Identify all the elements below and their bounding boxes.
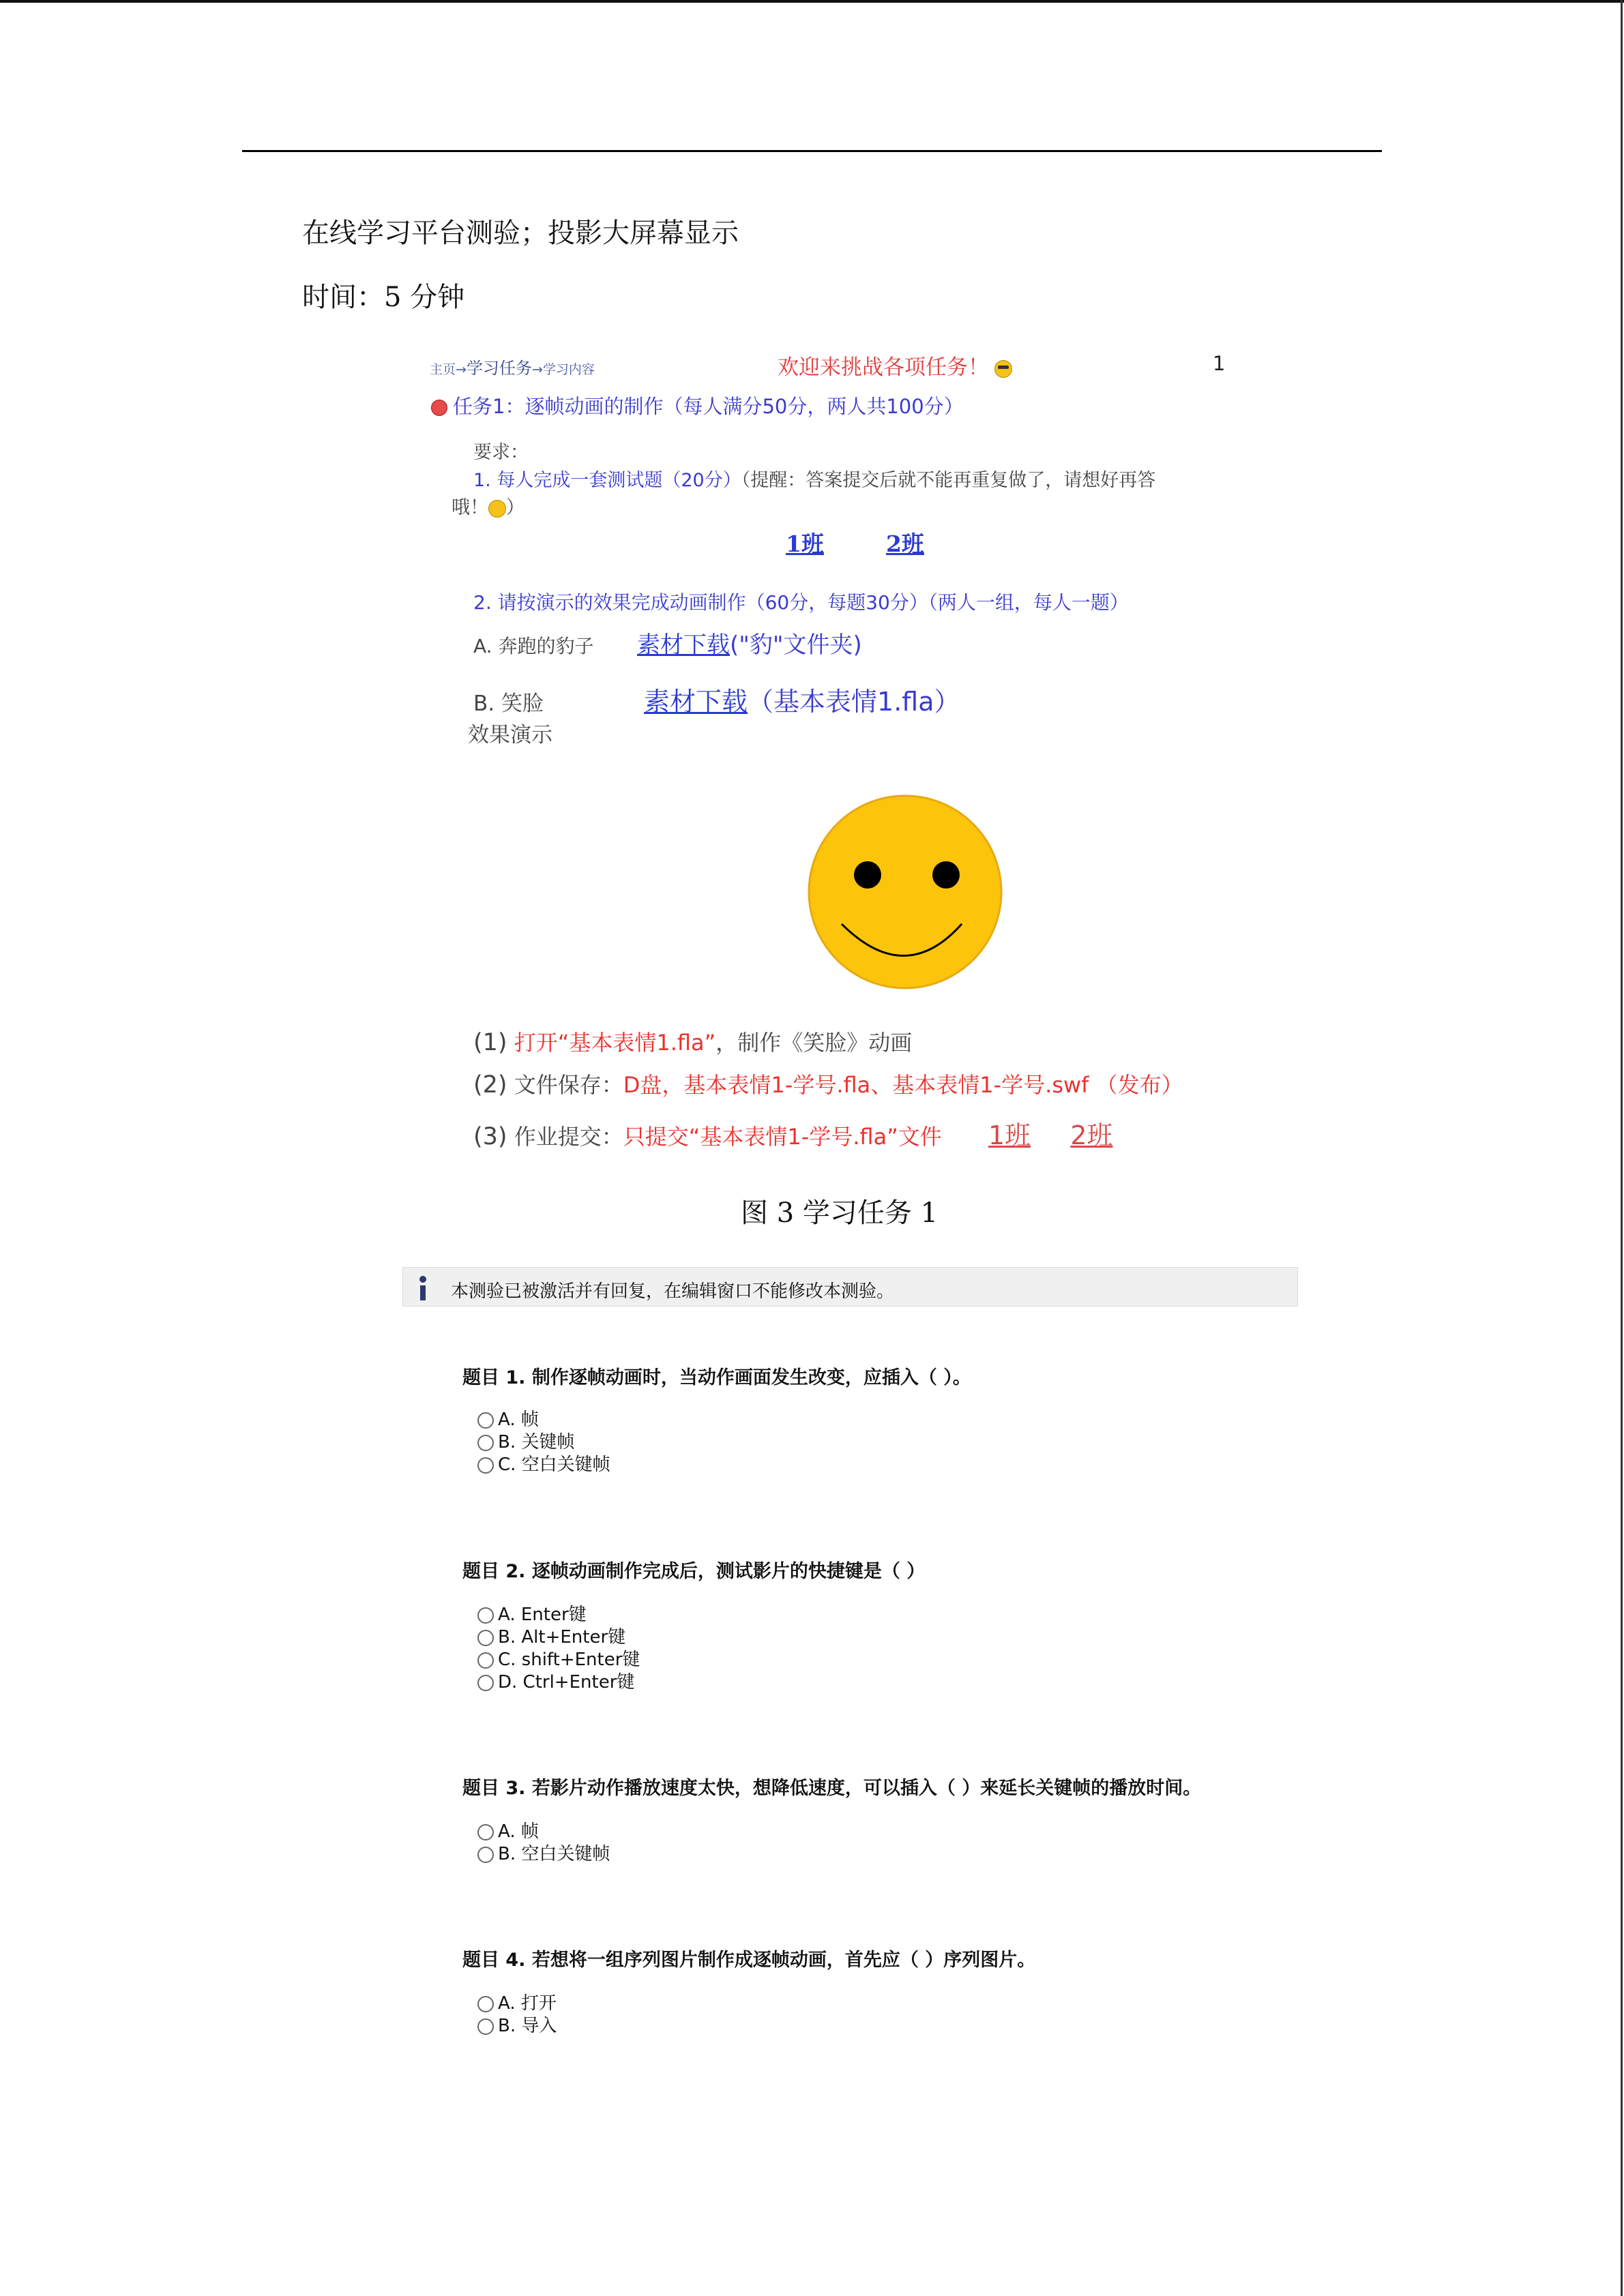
option-label: A. 打开 bbox=[498, 1993, 557, 2014]
option-label: C. shift+Enter键 bbox=[498, 1650, 640, 1670]
item-b-label: B. 笑脸 bbox=[473, 691, 544, 716]
option-label: A. 帧 bbox=[498, 1821, 539, 1842]
question-1-options bbox=[477, 1409, 610, 1476]
radio-button[interactable] bbox=[477, 1607, 494, 1624]
step-3 bbox=[473, 1114, 1113, 1152]
question-4-title: 题目 4. 若想将一组序列图片制作成逐帧动画，首先应（ ）序列图片。 bbox=[462, 1950, 1036, 1971]
page-number: 1 bbox=[1213, 352, 1226, 375]
requirement-1-continued bbox=[452, 492, 525, 519]
requirement-1-main: 1. 每人完成一套测试题（20分） bbox=[473, 470, 741, 491]
question-3-title: 题目 3. 若影片动作播放速度太快，想降低速度，可以插入（ ）来延长关键帧的播放时间。 bbox=[462, 1778, 1202, 1799]
option-2a[interactable] bbox=[477, 1604, 640, 1626]
requirement-1-end-text: ） bbox=[506, 497, 525, 518]
welcome-banner bbox=[778, 350, 1012, 381]
radio-button[interactable] bbox=[477, 1457, 494, 1474]
breadcrumb-home[interactable]: 主页 bbox=[430, 362, 456, 377]
step-2-number: (2) bbox=[473, 1071, 507, 1099]
item-a-suffix: ("豹"文件夹) bbox=[730, 631, 862, 659]
breadcrumb-tasks[interactable]: 学习任务 bbox=[466, 359, 532, 378]
radio-button[interactable] bbox=[477, 1630, 494, 1646]
task-title-text: 任务1：逐帧动画的制作（每人满分50分，两人共100分） bbox=[453, 395, 964, 418]
smiley-left-eye bbox=[854, 861, 881, 889]
doc-line-time: 时间：5 分钟 bbox=[302, 282, 465, 313]
smiley-face-image bbox=[806, 793, 1004, 991]
item-b-suffix: （基本表情1.fla） bbox=[748, 687, 960, 717]
breadcrumb-arrow: → bbox=[456, 362, 467, 377]
question-2-title: 题目 2. 逐帧动画制作完成后，测试影片的快捷键是（ ） bbox=[462, 1561, 926, 1582]
question-1-title: 题目 1. 制作逐帧动画时，当动作画面发生改变，应插入（ ）。 bbox=[462, 1367, 971, 1388]
option-3a[interactable] bbox=[477, 1821, 610, 1843]
header-rule bbox=[242, 150, 1382, 152]
page-top-border bbox=[0, 0, 1624, 3]
item-a-download-link[interactable]: 素材下载 bbox=[637, 631, 730, 659]
quiz-info-text: 本测验已被激活并有回复，在编辑窗口不能修改本测验。 bbox=[451, 1281, 895, 1302]
question-4-options bbox=[477, 1993, 557, 2038]
item-b-download-link[interactable]: 素材下载 bbox=[644, 687, 748, 717]
option-1c[interactable] bbox=[477, 1454, 610, 1476]
radio-button[interactable] bbox=[477, 1675, 494, 1691]
wink-emoji-icon bbox=[488, 500, 506, 518]
step-2 bbox=[473, 1068, 1183, 1099]
step-3-highlight: 只提交“基本表情1-学号.fla”文件 bbox=[623, 1124, 942, 1150]
class-links bbox=[786, 526, 924, 558]
smiley-face-circle bbox=[809, 796, 1001, 988]
option-label: A. Enter键 bbox=[498, 1605, 587, 1625]
step-3-class-2-link[interactable]: 2班 bbox=[1070, 1120, 1113, 1150]
option-1a[interactable] bbox=[477, 1409, 610, 1431]
quiz-info-bar bbox=[402, 1267, 1298, 1307]
smiley-right-eye bbox=[932, 861, 960, 889]
question-3-options bbox=[477, 1821, 610, 1866]
step-2-label: 文件保存： bbox=[514, 1072, 623, 1098]
radio-button[interactable] bbox=[477, 1412, 494, 1429]
step-3-number: (3) bbox=[473, 1123, 507, 1150]
question-2-options bbox=[477, 1604, 640, 1694]
radio-button[interactable] bbox=[477, 1824, 494, 1840]
step-1-highlight: 打开“基本表情1.fla” bbox=[514, 1030, 716, 1056]
option-label: A. 帧 bbox=[498, 1410, 539, 1430]
radio-button[interactable] bbox=[477, 1435, 494, 1451]
welcome-text: 欢迎来挑战各项任务！ bbox=[778, 355, 989, 380]
doc-line-platform: 在线学习平台测验；投影大屏幕显示 bbox=[302, 218, 739, 249]
requirement-1-cont-text: 哦！ bbox=[452, 497, 488, 518]
item-a bbox=[473, 626, 862, 659]
step-1-text: ，制作《笑脸》动画 bbox=[715, 1030, 913, 1056]
page-right-border bbox=[1621, 0, 1623, 2296]
step-1 bbox=[473, 1026, 912, 1057]
radio-button[interactable] bbox=[477, 1996, 494, 2012]
option-label: B. Alt+Enter键 bbox=[498, 1627, 626, 1648]
option-1b[interactable] bbox=[477, 1431, 610, 1454]
option-label: B. 空白关键帧 bbox=[498, 1844, 610, 1864]
item-b bbox=[473, 681, 960, 718]
option-label: C. 空白关键帧 bbox=[498, 1455, 610, 1475]
demo-label: 效果演示 bbox=[468, 723, 552, 747]
option-label: B. 导入 bbox=[498, 2016, 557, 2036]
step-3-class-1-link[interactable]: 1班 bbox=[988, 1120, 1031, 1150]
requirement-1-note: （提醒：答案提交后就不能再重复做了，请想好再答 bbox=[741, 470, 1156, 491]
radio-button[interactable] bbox=[477, 2018, 494, 2035]
breadcrumb bbox=[430, 355, 595, 378]
option-label: D. Ctrl+Enter键 bbox=[498, 1672, 635, 1693]
option-label: B. 关键帧 bbox=[498, 1432, 575, 1452]
option-2c[interactable] bbox=[477, 1649, 640, 1671]
breadcrumb-content[interactable]: 学习内容 bbox=[542, 362, 595, 377]
option-4a[interactable] bbox=[477, 1993, 557, 2015]
step-2-highlight: D盘，基本表情1-学号.fla、基本表情1-学号.swf （发布） bbox=[623, 1072, 1183, 1098]
radio-button[interactable] bbox=[477, 1847, 494, 1863]
breadcrumb-arrow: → bbox=[531, 362, 543, 377]
sunglasses-emoji-icon bbox=[994, 360, 1012, 378]
info-icon bbox=[418, 1276, 428, 1300]
figure-caption: 图 3 学习任务 1 bbox=[741, 1197, 939, 1229]
task-title bbox=[431, 391, 964, 419]
option-2d[interactable] bbox=[477, 1671, 640, 1694]
step-1-number: (1) bbox=[473, 1029, 507, 1056]
requirement-1 bbox=[473, 465, 1155, 492]
item-a-label: A. 奔跑的豹子 bbox=[473, 635, 594, 657]
step-3-label: 作业提交： bbox=[514, 1124, 623, 1150]
requirements-label: 要求： bbox=[473, 442, 529, 463]
option-2b[interactable] bbox=[477, 1626, 640, 1649]
radio-button[interactable] bbox=[477, 1652, 494, 1669]
class-1-link[interactable]: 1班 bbox=[786, 531, 824, 557]
option-3b[interactable] bbox=[477, 1843, 610, 1866]
option-4b[interactable] bbox=[477, 2015, 557, 2038]
requirement-2: 2. 请按演示的效果完成动画制作（60分，每题30分）（两人一组，每人一题） bbox=[473, 591, 1129, 614]
task-smiley-icon bbox=[431, 400, 447, 416]
class-2-link[interactable]: 2班 bbox=[885, 531, 924, 557]
